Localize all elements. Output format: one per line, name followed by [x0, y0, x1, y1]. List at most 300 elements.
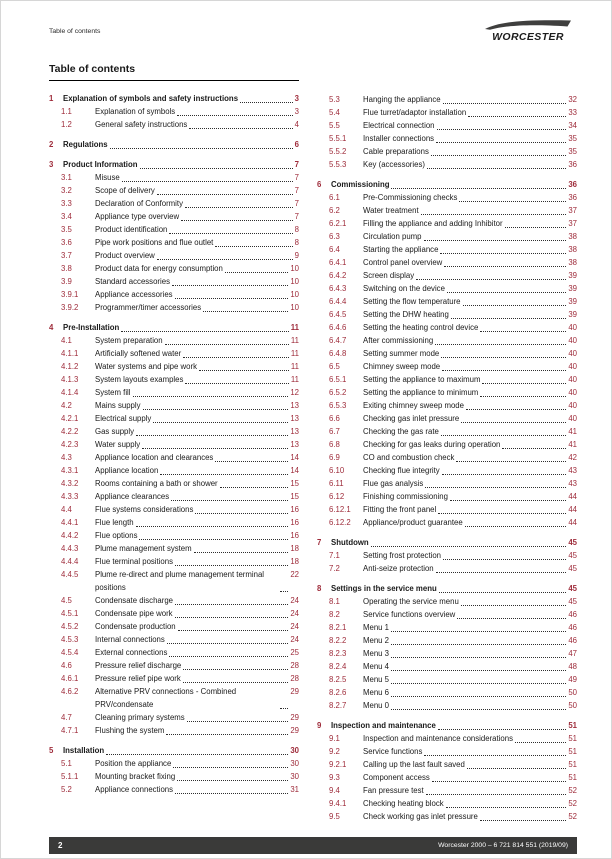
toc-entry-page: 38: [568, 258, 577, 267]
toc-row: [49, 301, 299, 314]
toc-entry-number: 5.5: [329, 121, 340, 130]
toc-entry-title: Flue length: [95, 518, 134, 527]
footer-doc-reference: Worcester 2000 – 6 721 814 551 (2019/09): [438, 842, 568, 849]
toc-row: [317, 269, 577, 282]
toc-entry-title: CO and combustion check: [363, 453, 455, 462]
toc-entry-page: 45: [568, 538, 577, 547]
toc-row: [317, 647, 577, 660]
toc-entry-title: Setting the heating control device: [363, 323, 479, 332]
dot-leader: [240, 102, 293, 103]
dot-leader: [447, 292, 566, 293]
toc-rows-right: [317, 93, 577, 823]
toc-entry-page: 51: [568, 747, 577, 756]
toc-entry-title: Menu 6: [363, 688, 390, 697]
toc-entry-page: 40: [568, 323, 577, 332]
toc-entry-page: 24: [290, 609, 299, 618]
toc-row: [317, 719, 577, 732]
toc-entry-title: Explanation of symbols: [95, 107, 176, 116]
toc-row: [49, 477, 299, 490]
toc-entry-title: Plume re-direct and plume management terminal positions: [95, 570, 265, 592]
dot-leader: [133, 396, 289, 397]
toc-entry-page: 7: [294, 212, 299, 221]
toc-entry-title: Explanation of symbols and safety instructions: [63, 94, 239, 103]
toc-entry-page: 28: [290, 661, 299, 670]
toc-entry-title: Flushing the system: [95, 726, 165, 735]
toc-entry-title: Service functions overview: [363, 610, 456, 619]
toc-entry-title: Finishing commissioning: [363, 492, 448, 501]
dot-leader: [136, 526, 289, 527]
dot-leader: [480, 396, 566, 397]
toc-entry-page: 18: [290, 544, 299, 553]
toc-row: [317, 321, 577, 334]
toc-entry-page: 13: [290, 440, 299, 449]
toc-row: [49, 516, 299, 529]
toc-entry-title: External connections: [95, 648, 168, 657]
dot-leader: [441, 357, 566, 358]
toc-entry-page: 40: [568, 414, 577, 423]
toc-entry-title: Scope of delivery: [95, 186, 155, 195]
toc-entry-page: 42: [568, 453, 577, 462]
toc-entry-title: Pre-Commissioning checks: [363, 193, 458, 202]
toc-entry-number: 9.1: [329, 734, 340, 743]
toc-row: [49, 672, 299, 685]
toc-row: [317, 399, 577, 412]
toc-entry-page: 7: [294, 160, 299, 169]
toc-entry-number: 6.2: [329, 206, 340, 215]
toc-entry-page: 40: [568, 375, 577, 384]
toc-row: [49, 757, 299, 770]
toc-entry-title: Electrical supply: [95, 414, 152, 423]
dot-leader: [189, 128, 292, 129]
toc-entry-page: 8: [294, 225, 299, 234]
toc-entry-title: Appliance location: [95, 466, 159, 475]
toc-entry-page: 51: [568, 760, 577, 769]
toc-row: [317, 334, 577, 347]
dot-leader: [167, 643, 289, 644]
dot-leader: [220, 487, 289, 488]
toc-entry-page: 16: [290, 518, 299, 527]
toc-entry-page: 13: [290, 414, 299, 423]
toc-entry-page: 40: [568, 388, 577, 397]
toc-column-left: [49, 63, 299, 823]
toc-entry-title: Fitting the front panel: [363, 505, 437, 514]
toc-row: [49, 555, 299, 568]
toc-entry-title: Position the appliance: [95, 759, 172, 768]
toc-row: [49, 105, 299, 118]
dot-leader: [175, 793, 288, 794]
dot-leader: [444, 266, 566, 267]
dot-leader: [461, 422, 566, 423]
toc-entry-title: Cable preparations: [363, 147, 429, 156]
dot-leader: [391, 683, 566, 684]
toc-entry-title: Hanging the appliance: [363, 95, 441, 104]
toc-row: [317, 608, 577, 621]
toc-row: [317, 132, 577, 145]
toc-row: [317, 758, 577, 771]
toc-entry-page: 30: [290, 759, 299, 768]
toc-entry-page: 18: [290, 557, 299, 566]
toc-row: [49, 321, 299, 334]
toc-row: [317, 230, 577, 243]
dot-leader: [436, 142, 566, 143]
toc-entry-page: 10: [290, 290, 299, 299]
toc-entry-number: 8.2.6: [329, 688, 347, 697]
dot-leader: [446, 807, 567, 808]
toc-entry-page: 24: [290, 635, 299, 644]
toc-entry-title: Key (accessories): [363, 160, 425, 169]
toc-entry-title: Pressure relief discharge: [95, 661, 182, 670]
dot-leader: [175, 298, 289, 299]
toc-row: [317, 595, 577, 608]
dot-leader: [183, 357, 289, 358]
toc-entry-page: 16: [290, 531, 299, 540]
toc-entry-title: Pressure relief pipe work: [95, 674, 181, 683]
toc-entry-page: 4: [294, 120, 299, 129]
dot-leader: [451, 318, 567, 319]
dot-leader: [183, 682, 289, 683]
toc-entry-page: 34: [568, 121, 577, 130]
toc-entry-page: 30: [290, 772, 299, 781]
toc-row: [49, 783, 299, 796]
dot-leader: [440, 253, 566, 254]
toc-entry-title: Control panel overview: [363, 258, 443, 267]
toc-entry-number: 4.4: [61, 505, 72, 514]
toc-entry-title: Starting the appliance: [363, 245, 439, 254]
toc-entry-number: 7.2: [329, 564, 340, 573]
toc-entry-title: Misuse: [95, 173, 120, 182]
toc-entry-number: 6.4: [329, 245, 340, 254]
toc-entry-title: Mounting bracket fixing: [95, 772, 176, 781]
toc-entry-page: 38: [568, 232, 577, 241]
toc-entry-number: 4.5.2: [61, 622, 79, 631]
toc-entry-title: Circulation pump: [363, 232, 422, 241]
toc-entry-title: Product data for energy consumption: [95, 264, 223, 273]
toc-entry-number: 3.6: [61, 238, 72, 247]
toc-entry-title: Plume management system: [95, 544, 192, 553]
toc-entry-number: 4.6.2: [61, 687, 79, 696]
toc-entry-title: Check working gas inlet pressure: [363, 812, 478, 821]
dot-leader: [482, 383, 566, 384]
toc-entry-page: 39: [568, 297, 577, 306]
toc-entry-number: 6.2.1: [329, 219, 347, 228]
dot-leader: [169, 233, 292, 234]
dot-leader: [175, 604, 288, 605]
toc-entry-page: 44: [568, 518, 577, 527]
dot-leader: [172, 285, 288, 286]
toc-row: [317, 464, 577, 477]
toc-row: [49, 744, 299, 757]
toc-row: [49, 184, 299, 197]
toc-row: [49, 620, 299, 633]
toc-entry-number: 6.4.7: [329, 336, 347, 345]
toc-row: [317, 771, 577, 784]
toc-entry-number: 7: [317, 538, 322, 547]
toc-entry-number: 6.5: [329, 362, 340, 371]
toc-row: [317, 256, 577, 269]
toc-entry-title: Condensate pipe work: [95, 609, 173, 618]
toc-entry-number: 4.1.4: [61, 388, 79, 397]
toc-row: [317, 634, 577, 647]
toc-entry-page: 9: [294, 251, 299, 260]
toc-entry-title: Checking heating block: [363, 799, 444, 808]
toc-row: [317, 699, 577, 712]
dot-leader: [280, 708, 288, 709]
toc-entry-title: Commissioning: [331, 180, 390, 189]
dot-leader: [467, 768, 566, 769]
toc-entry-page: 36: [568, 180, 577, 189]
toc-entry-title: Installer connections: [363, 134, 435, 143]
toc-entry-page: 51: [568, 734, 577, 743]
toc-entry-page: 14: [290, 453, 299, 462]
toc-entry-title: Pipe work positions and flue outlet: [95, 238, 214, 247]
toc-entry-number: 1: [49, 94, 54, 103]
toc-entry-number: 9.3: [329, 773, 340, 782]
dot-leader: [416, 279, 566, 280]
toc-entry-number: 6.4.4: [329, 297, 347, 306]
toc-entry-page: 50: [568, 688, 577, 697]
toc-entry-page: 10: [290, 303, 299, 312]
toc-entry-page: 11: [290, 375, 299, 384]
toc-entry-number: 6.5.3: [329, 401, 347, 410]
dot-leader: [439, 592, 567, 593]
toc-entry-number: 9: [317, 721, 322, 730]
toc-entry-number: 2: [49, 140, 54, 149]
dot-leader: [450, 500, 566, 501]
toc-row: [49, 262, 299, 275]
toc-row: [49, 529, 299, 542]
toc-entry-title: Programmer/timer accessories: [95, 303, 202, 312]
toc-row: [49, 210, 299, 223]
toc-row: [49, 138, 299, 151]
dot-leader: [160, 474, 288, 475]
toc-row: [49, 633, 299, 646]
toc-entry-page: 15: [290, 492, 299, 501]
dot-leader: [280, 591, 288, 592]
toc-entry-number: 5.1.1: [61, 772, 79, 781]
toc-entry-page: 40: [568, 362, 577, 371]
toc-entry-number: 4.3.2: [61, 479, 79, 488]
toc-entry-number: 3.4: [61, 212, 72, 221]
toc-entry-number: 4.4.2: [61, 531, 79, 540]
toc-entry-number: 4.3: [61, 453, 72, 462]
dot-leader: [436, 572, 567, 573]
toc-entry-page: 48: [568, 662, 577, 671]
toc-entry-title: Checking gas inlet pressure: [363, 414, 460, 423]
toc-entry-title: Inspection and maintenance: [331, 721, 436, 730]
toc-entry-title: Flue gas analysis: [363, 479, 424, 488]
toc-entry-page: 39: [568, 271, 577, 280]
toc-entry-title: Operating the service menu: [363, 597, 459, 606]
toc-row: [317, 178, 577, 191]
toc-entry-title: Menu 0: [363, 701, 390, 710]
toc-entry-number: 3.7: [61, 251, 72, 260]
toc-entry-page: 40: [568, 336, 577, 345]
dot-leader: [456, 461, 566, 462]
toc-entry-page: 43: [568, 479, 577, 488]
toc-entry-title: Menu 3: [363, 649, 390, 658]
dot-leader: [505, 227, 567, 228]
dot-leader: [465, 526, 567, 527]
toc-entry-number: 4.4.5: [61, 570, 79, 579]
dot-leader: [215, 461, 288, 462]
dot-leader: [178, 630, 289, 631]
toc-entry-title: Menu 1: [363, 623, 390, 632]
toc-entry-number: 4.1.1: [61, 349, 79, 358]
dot-leader: [431, 155, 566, 156]
toc-entry-title: General safety instructions: [95, 120, 188, 129]
toc-row: [49, 451, 299, 464]
dot-leader: [173, 767, 288, 768]
toc-entry-page: 39: [568, 310, 577, 319]
toc-entry-number: 6.5.2: [329, 388, 347, 397]
toc-entry-number: 4.6: [61, 661, 72, 670]
footer-page-number: 2: [58, 841, 63, 850]
page-footer: [49, 837, 577, 854]
dot-leader: [391, 631, 566, 632]
toc-entry-number: 6.4.3: [329, 284, 347, 293]
toc-entry-page: 44: [568, 492, 577, 501]
toc-entry-page: 52: [568, 799, 577, 808]
dot-leader: [165, 344, 289, 345]
toc-entry-title: Checking flue integrity: [363, 466, 440, 475]
toc-entry-page: 15: [290, 479, 299, 488]
toc-row: [317, 295, 577, 308]
dot-leader: [121, 331, 288, 332]
toc-entry-title: Product Information: [63, 160, 138, 169]
dot-leader: [468, 116, 566, 117]
toc-entry-title: Water supply: [95, 440, 141, 449]
toc-row: [49, 360, 299, 373]
toc-row: [317, 797, 577, 810]
toc-row: [49, 438, 299, 451]
toc-entry-title: Artificially softened water: [95, 349, 182, 358]
toc-entry-number: 8.2.1: [329, 623, 347, 632]
toc-entry-number: 9.2: [329, 747, 340, 756]
toc-entry-title: Service functions: [363, 747, 423, 756]
toc-entry-number: 4.1: [61, 336, 72, 345]
dot-leader: [443, 559, 566, 560]
toc-entry-number: 5.4: [329, 108, 340, 117]
toc-entry-number: 3.1: [61, 173, 72, 182]
toc-entry-number: 3.9.1: [61, 290, 79, 299]
toc-row: [317, 438, 577, 451]
toc-entry-number: 9.2.1: [329, 760, 347, 769]
dot-leader: [391, 657, 566, 658]
toc-entry-title: Flue terminal positions: [95, 557, 174, 566]
toc-row: [49, 685, 299, 711]
toc-row: [317, 516, 577, 529]
toc-entry-number: 3.8: [61, 264, 72, 273]
toc-entry-page: 30: [290, 746, 299, 755]
toc-entry-page: 36: [568, 193, 577, 202]
toc-row: [317, 673, 577, 686]
toc-row: [49, 386, 299, 399]
toc-entry-number: 6.8: [329, 440, 340, 449]
toc-entry-number: 4.2.1: [61, 414, 79, 423]
dot-leader: [187, 721, 289, 722]
toc-entry-number: 9.4: [329, 786, 340, 795]
toc-entry-number: 6.6: [329, 414, 340, 423]
toc-row: [49, 275, 299, 288]
toc-entry-number: 6.4.2: [329, 271, 347, 280]
toc-entry-page: 50: [568, 701, 577, 710]
toc-row: [317, 425, 577, 438]
toc-entry-page: 49: [568, 675, 577, 684]
toc-entry-page: 24: [290, 596, 299, 605]
toc-entry-title: Electrical connection: [363, 121, 435, 130]
dot-leader: [177, 780, 288, 781]
toc-entry-page: 45: [568, 564, 577, 573]
dot-leader: [153, 422, 288, 423]
dot-leader: [371, 546, 567, 547]
toc-entry-title: Alternative PRV connections - Combined PRV/condensate: [95, 687, 237, 709]
toc-entry-title: Flue turret/adaptor installation: [363, 108, 467, 117]
toc-entry-page: 45: [568, 597, 577, 606]
toc-entry-title: Appliance location and clearances: [95, 453, 214, 462]
toc-entry-title: Product overview: [95, 251, 155, 260]
toc-entry-page: 32: [568, 95, 577, 104]
dot-leader: [122, 181, 293, 182]
toc-entry-number: 5: [49, 746, 54, 755]
dot-leader: [157, 194, 293, 195]
toc-entry-number: 4.5.3: [61, 635, 79, 644]
toc-entry-title: Filling the appliance and adding Inhibitor: [363, 219, 503, 228]
toc-entry-number: 4.2.3: [61, 440, 79, 449]
toc-entry-page: 16: [290, 505, 299, 514]
toc-row: [49, 724, 299, 737]
dot-leader: [480, 331, 566, 332]
toc-entry-number: 4.4.4: [61, 557, 79, 566]
toc-entry-number: 4.4.1: [61, 518, 79, 527]
toc-entry-title: Calling up the last fault saved: [363, 760, 465, 769]
toc-entry-number: 5.1: [61, 759, 72, 768]
dot-leader: [502, 448, 566, 449]
toc-row: [49, 770, 299, 783]
toc-row: [317, 119, 577, 132]
toc-row: [317, 810, 577, 823]
toc-row: [317, 93, 577, 106]
toc-row: [317, 282, 577, 295]
toc-entry-number: 6.4.6: [329, 323, 347, 332]
toc-entry-number: 4.3.3: [61, 492, 79, 501]
toc-entry-number: 3.9: [61, 277, 72, 286]
toc-row: [49, 223, 299, 236]
dot-leader: [199, 370, 289, 371]
toc-entry-number: 8.2: [329, 610, 340, 619]
toc-entry-title: Appliance type overview: [95, 212, 180, 221]
toc-entry-title: Appliance/product guarantee: [363, 518, 463, 527]
dot-leader: [175, 617, 289, 618]
toc-entry-title: Exiting chimney sweep mode: [363, 401, 464, 410]
toc-entry-number: 6.10: [329, 466, 345, 475]
dot-leader: [140, 168, 293, 169]
toc-row: [49, 711, 299, 724]
toc-entry-number: 3: [49, 160, 54, 169]
toc-entry-number: 4.3.1: [61, 466, 79, 475]
toc-entry-page: 44: [568, 505, 577, 514]
toc-entry-page: 7: [294, 186, 299, 195]
toc-entry-number: 4.2: [61, 401, 72, 410]
toc-entry-title: Setting the DHW heating: [363, 310, 449, 319]
toc-entry-title: Menu 4: [363, 662, 390, 671]
toc-entry-number: 6.4.1: [329, 258, 347, 267]
toc-entry-title: Condensate production: [95, 622, 176, 631]
dot-leader: [437, 129, 567, 130]
dot-leader: [480, 820, 566, 821]
toc-entry-page: 29: [290, 687, 299, 696]
dot-leader: [438, 729, 566, 730]
toc-entry-title: Setting summer mode: [363, 349, 440, 358]
